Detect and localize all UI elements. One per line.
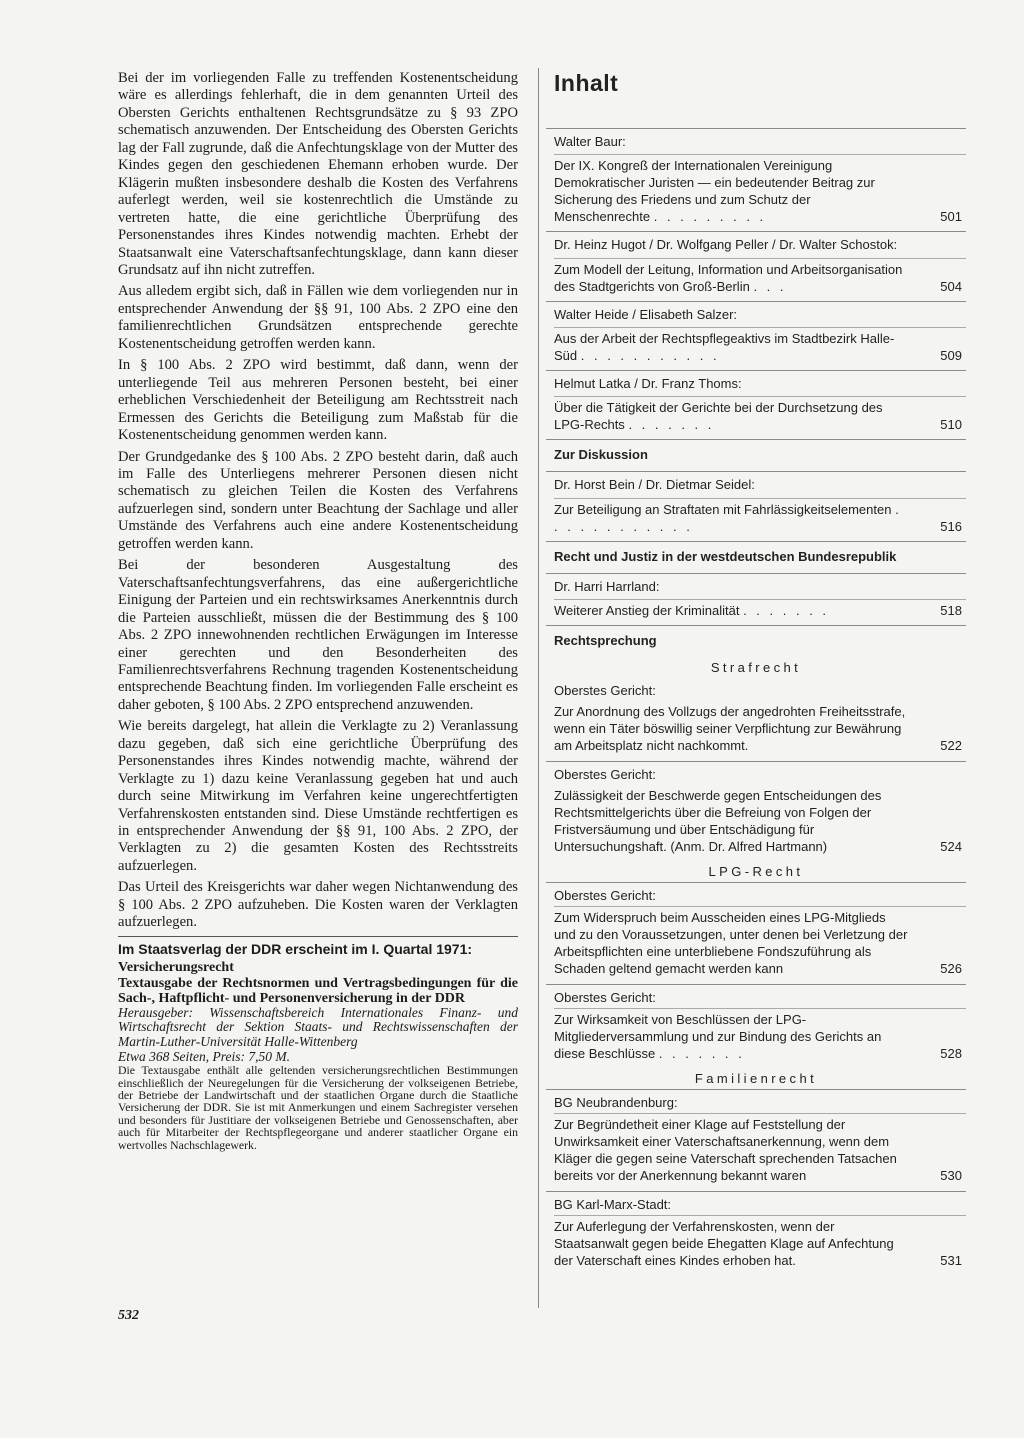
toc-entry-title: Über die Tätigkeit der Gerichte bei der Durchsetzung des LPG-Rechts <box>554 400 883 433</box>
toc-entry-title: Weiterer Anstieg der Kriminalität <box>554 602 740 618</box>
paragraph: Bei der besonderen Ausgestaltung des Vaterschaftsanfechtungsverfahrens, das eine außergerichtliche Einigung der Parteien und ein rechtswirksames Anerkenntnis durch die Parteien ausschließt, müssen die der Bestimmung des § 100 Abs. 2 ZPO innewohnenden rechtlichen Erwägungen im Interesse einer gerechten und den Besonderheiten des Familienrechtsverfahrens Rechnung tragenden Kostenentscheidung entsprechende Beachtung finden. Im vorliegenden Falle erscheint es daher geboten, § 100 Abs. 2 ZPO entsprechend anzuwenden. <box>118 557 518 713</box>
toc-entry: Walter Heide / Elisabeth Salzer: Aus der Arbeit der Rechtspflegeaktivs im Stadtbezirk Halle-Süd . . . . . . . . . . . 509 <box>546 301 966 370</box>
toc-subsection-family: Familienrecht <box>694 1070 818 1086</box>
toc-page: 518 <box>940 602 962 618</box>
toc-authors: Dr. Horst Bein / Dr. Dietmar Seidel: <box>554 477 755 493</box>
publisher-advertisement <box>118 936 518 1151</box>
toc-entry-title: Zur Anordnung des Vollzugs der angedrohten Freiheitsstrafe, wenn ein Täter böswillig seiner Verpflichtung zur Bewährung am Arbeitsplatz nicht nachkommt. <box>554 704 906 754</box>
toc-page: 516 <box>940 518 962 534</box>
toc-court: BG Neubrandenburg: <box>554 1095 678 1111</box>
toc-court: Oberstes Gericht: <box>554 766 656 782</box>
toc-authors: Walter Heide / Elisabeth Salzer: <box>554 306 738 322</box>
toc-page: 524 <box>940 838 962 854</box>
toc-entry: Walter Baur: Der IX. Kongreß der Internationalen Vereinigung Demokratischer Juristen — ein bedeutender Beitrag zur Sicherung des Friedens und zum Schutz der Menschenrechte . . . . . . . . . 501 <box>546 128 966 231</box>
toc-entry-title: Zulässigkeit der Beschwerde gegen Entscheidungen des Rechtsmittelgerichts über die Befreiung von Folgen der Fristversäumung und über Entschädigung für Untersuchungshaft. (Anm. Dr. Alfred Hartmann) <box>554 787 882 854</box>
toc-entry: Dr. Harri Harrland: Weiterer Anstieg der Kriminalität . . . . . . . 518 <box>546 573 966 625</box>
toc-page: 522 <box>940 738 962 754</box>
page-number: 532 <box>118 1308 139 1323</box>
toc-entry-title: Zur Wirksamkeit von Beschlüssen der LPG-Mitgliederversammlung und zur Bindung des Gerichts an diese Beschlüsse <box>554 1011 882 1061</box>
paragraph: In § 100 Abs. 2 ZPO wird bestimmt, daß dann, wenn der unterliegende Teil aus mehreren Personen besteht, bei einer erheblichen Verschiedenheit der Beteiligung am Rechtsstreit nach Ermessen des Gerichts die Beteiligung zum Maßstab für die Kostenentscheidung genommen werden kann. <box>118 357 518 444</box>
paragraph: Wie bereits dargelegt, hat allein die Verklagte zu 2) Veranlassung dazu gegeben, daß sich eine gerichtliche Überprüfung des Personenstandes ihres Kindes notwendig machte, während der Verklagte zu 1) dazu keine Veranlassung gegeben hat und auch durch seine Mitwirkung im Verfahren keine ungerechtfertigten Verfahrenskosten entstanden sind. Diese Umstände rechtfertigen es in entsprechender Anwendung der §§ 91, 100 Abs. 2 ZPO, der Verklagten zu 2) die gesamten Kosten des Rechtsstreits aufzuerlegen. <box>118 718 518 874</box>
article-body <box>118 70 518 1151</box>
toc-section-west: Recht und Justiz in der westdeutschen Bundesrepublik <box>546 541 966 573</box>
toc-page: 528 <box>940 1045 962 1061</box>
toc-page: 530 <box>940 1168 962 1184</box>
toc-entry <box>546 1191 966 1275</box>
toc-section-discussion: Zur Diskussion <box>546 439 966 471</box>
toc-authors: Helmut Latka / Dr. Franz Thoms: <box>554 376 742 392</box>
paragraph: Das Urteil des Kreisgerichts war daher wegen Nichtanwendung des § 100 Abs. 2 ZPO aufzuheben. Die Kosten waren der Verklagten aufzuerlegen. <box>118 879 518 931</box>
ad-title: Textausgabe der Rechtsnormen und Vertragsbedingungen für die Sach-, Haftpflicht- und Personenversicherung in der DDR <box>118 975 518 1006</box>
toc-court: Oberstes Gericht: <box>554 683 656 699</box>
toc-court: Oberstes Gericht: <box>554 888 656 904</box>
paragraph: Bei der im vorliegenden Falle zu treffenden Kostenentscheidung wäre es allerdings fehlerhaft, die in dem genannten Urteil des Obersten Gerichts enthaltenen Rechtsgrundsätze zu § 93 ZPO schematisch anzuwenden. Der Entscheidung des Obersten Gerichts lag der Fall zugrunde, daß die Anfechtungsklage von der Mutter des Kindes gegen den geschiedenen Ehemann erhoben wurde. Der Klägerin mußten insbesondere deshalb die Kosten des Verfahrens auferlegt werden, weil sie kostenrechtlich die Umstände zu vertreten hatte, die eine gerichtliche Überprüfung des Personenstandes ihres Kindes notwendig machten. Erhebt der Staatsanwalt eine Vaterschaftsanfechtungsklage, dann kann dieser Grundsatz auf ihn nicht zutreffen. <box>118 70 518 278</box>
toc-subsection-criminal: Strafrecht <box>710 660 802 676</box>
toc-page: 504 <box>940 278 962 294</box>
ad-category: Versicherungsrecht <box>118 959 234 975</box>
toc-entry-title: Zur Begründetheit einer Klage auf Feststellung der Unwirksamkeit einer Vaterschaftsanerkennung, wenn dem Kläger die gegen seine Vaterschaft sprechenden Tatsachen bereits vor der Anerkennung bekannt waren <box>554 1113 966 1184</box>
toc-subsection-lpg: LPG-Recht <box>708 864 804 879</box>
toc-authors: Walter Baur: <box>554 134 626 149</box>
toc-entry: Dr. Horst Bein / Dr. Dietmar Seidel: Zur Beteiligung an Straftaten mit Fahrlässigkeitselementen . . . . . . . . . . . . 516 <box>546 471 966 540</box>
ad-description: Die Textausgabe enthält alle geltenden versicherungsrechtlichen Bestimmungen einschließlich der Neuregelungen für die Versicherung der volkseigenen Betriebe, der Betriebe der Landwirtschaft und der staatlichen Organe durch die Staatliche Versicherung der DDR. Sie ist mit Anmerkungen und einem Sachregister versehen und besonders für Justitiare der volkseigenen Betriebe und Genossenschaften, aber auch für Mitarbeiter der Rechtspflegeorgane und anderer staatlicher Organe ein wertvolles Nachschlagewerk. <box>118 1063 518 1152</box>
toc-page: 509 <box>940 347 962 363</box>
toc-entry <box>546 882 966 983</box>
toc-entry-title: Zum Modell der Leitung, Information und Arbeitsorganisation des Stadtgerichts von Groß-Berlin <box>554 261 903 294</box>
toc-page: 531 <box>940 1252 962 1268</box>
ad-price: Etwa 368 Seiten, Preis: 7,50 M. <box>118 1049 290 1065</box>
ad-heading: Im Staatsverlag der DDR erscheint im I. Quartal 1971: <box>118 940 473 957</box>
toc-entry: Dr. Heinz Hugot / Dr. Wolfgang Peller / Dr. Walter Schostok: Zum Modell der Leitung, Information und Arbeitsorganisation des Stadtgerichts von Groß-Berlin . . . 504 <box>546 231 966 300</box>
toc-page: 510 <box>940 417 962 433</box>
toc-entry-title: Zur Auferlegung der Verfahrenskosten, wenn der Staatsanwalt gegen beide Ehegatten Klage auf Anfechtung der Vaterschaft eines Kindes erhoben hat. <box>554 1215 966 1269</box>
toc-main-entries <box>546 128 966 439</box>
toc-entry: Oberstes Gericht: Zur Wirksamkeit von Beschlüssen der LPG-Mitgliederversammlung und zur Bindung des Gerichts an diese Beschlüsse . . . . . . . 528 <box>546 984 966 1068</box>
toc-entry: Helmut Latka / Dr. Franz Thoms: Über die Tätigkeit der Gerichte bei der Durchsetzung des LPG-Rechts . . . . . . . 510 <box>546 370 966 439</box>
toc-page: 501 <box>940 209 962 225</box>
paragraph: Der Grundgedanke des § 100 Abs. 2 ZPO besteht darin, daß auch im Falle des Unterliegens mehrerer Personen diesen nicht schematisch zu gleichen Teilen die Kosten des Verfahrens aufzuerlegen sind, sondern unter Beachtung der Sachlage und aller Umstände des Verfahrens auch eine andere Kostenentscheidung getroffen werden kann. <box>118 448 518 552</box>
ad-publisher: Herausgeber: Wissenschaftsbereich Internationales Finanz- und Wirtschaftsrecht der Sektion Staats- und Rechtswissenschaften der Martin-Luther-Universität Halle-Wittenberg <box>118 1004 518 1049</box>
toc-court: BG Karl-Marx-Stadt: <box>554 1196 672 1212</box>
table-of-contents <box>546 68 966 1275</box>
column-divider <box>538 68 539 1308</box>
toc-court: Oberstes Gericht: <box>554 989 656 1005</box>
toc-title: Inhalt <box>554 70 619 96</box>
toc-page: 526 <box>940 961 962 977</box>
toc-authors: Dr. Harri Harrland: <box>554 578 660 594</box>
toc-entry-title: Der IX. Kongreß der Internationalen Vereinigung Demokratischer Juristen — ein bedeutender Beitrag zur Sicherung des Friedens und zum Schutz der Menschenrechte <box>554 158 875 225</box>
toc-entry-title: Zum Widerspruch beim Ausscheiden eines LPG-Mitglieds und zu den Voraussetzungen, unter denen bei Verletzung der Arbeitspflichten eine unterbliebene Fondszuführung als Schaden geltend gemacht werden kann <box>554 906 966 977</box>
paragraph: Aus alledem ergibt sich, daß in Fällen wie dem vorliegenden nur in entsprechender Anwendung der §§ 91, 100 Abs. 2 ZPO eine den familienrechtlichen Grundsätzen entsprechende gerechte Kostenentscheidung getroffen werden kann. <box>118 283 518 352</box>
toc-entry <box>546 1089 966 1190</box>
toc-entry <box>546 678 966 760</box>
toc-section-judgments: Rechtsprechung <box>546 625 966 657</box>
toc-authors: Dr. Heinz Hugot / Dr. Wolfgang Peller / Dr. Walter Schostok: <box>554 237 898 253</box>
toc-entry <box>546 761 966 861</box>
toc-entry-title: Aus der Arbeit der Rechtspflegeaktivs im Stadtbezirk Halle-Süd <box>554 330 895 363</box>
toc-entry-title: Zur Beteiligung an Straftaten mit Fahrlässigkeitselementen <box>554 501 892 517</box>
